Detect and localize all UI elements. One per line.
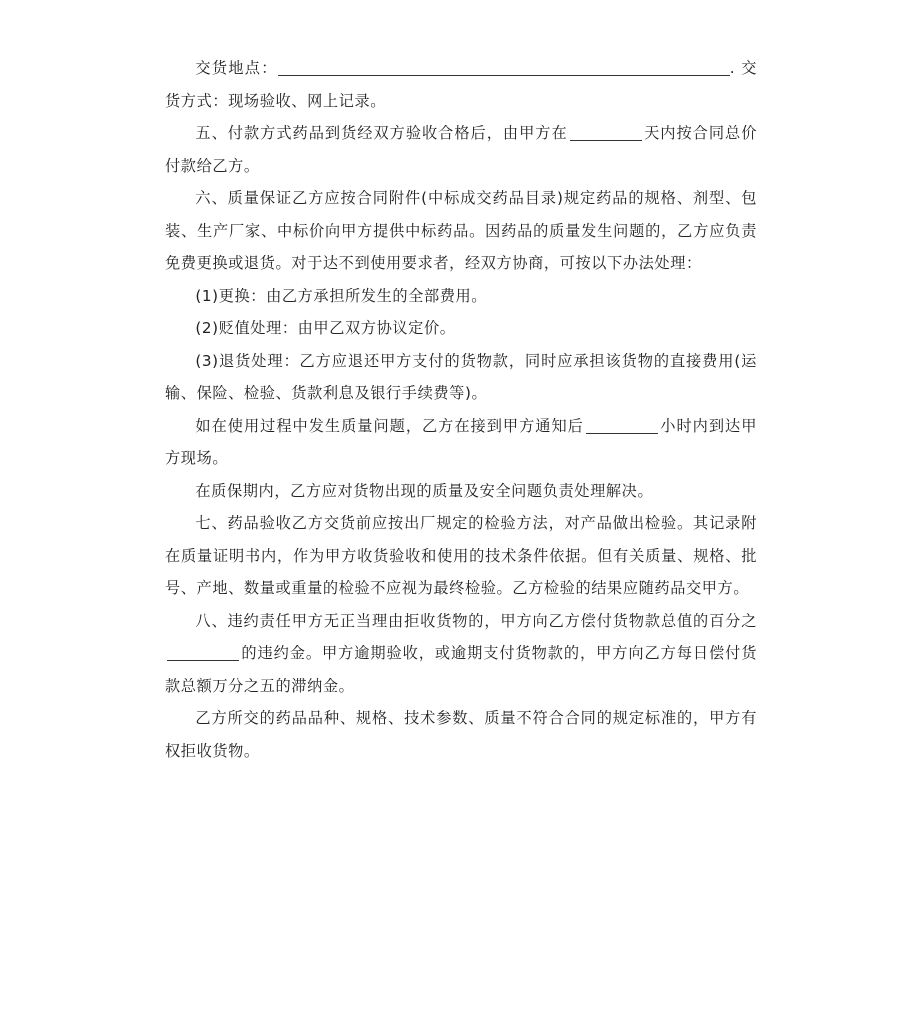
blank-line: [278, 57, 730, 76]
paragraph-quality-issue: [165, 410, 757, 475]
paragraph-delivery-location: [165, 52, 757, 117]
paragraph-return: (3)退货处理：乙方应退还甲方支付的货物款，同时应承担该货物的直接费用(运输、保险、检验、货款利息及银行手续费等)。: [165, 351, 757, 402]
liability-text-end: 的违约金。甲方逾期验收，或逾期支付货物款的，甲方向乙方每日偿付货款总额万分之五的滞纳金。: [165, 644, 757, 695]
blank-line: [570, 122, 642, 141]
paragraph-quality-guarantee: 六、质量保证乙方应按合同附件(中标成交药品目录)规定药品的规格、剂型、包装、生产厂家、中标价向甲方提供中标药品。因药品的质量发生问题的，乙方应负责免费更换或退货。对于达不到使用要求者，经双方协商，可按以下办法处理：: [165, 189, 757, 272]
blank-line: [167, 642, 239, 661]
quality-issue-text-start: 如在使用过程中发生质量问题，乙方在接到甲方通知后: [195, 416, 584, 435]
payment-text-start: 五、付款方式药品到货经双方验收合格后，由甲方在: [195, 124, 568, 142]
blank-line: [586, 415, 658, 434]
paragraph-inspection: 七、药品验收乙方交货前应按出厂规定的检验方法，对产品做出检验。其记录附在质量证明书内，作为甲方收货验收和使用的技术条件依据。但有关质量、规格、批号、产地、数量或重量的检验不应视为最终检验。乙方检验的结果应随药品交甲方。: [165, 514, 757, 597]
liability-text-start: 八、违约责任甲方无正当理由拒收货物的，甲方向乙方偿付货物款总值的百分之: [195, 611, 757, 630]
document-body: [165, 52, 757, 767]
quality-issue-text-end: 小时内到达甲方现场。: [165, 416, 757, 467]
paragraph-replacement: (1)更换：由乙方承担所发生的全部费用。: [195, 286, 488, 305]
paragraph-payment: [165, 117, 757, 182]
paragraph-rejection-right: 乙方所交的药品品种、规格、技术参数、质量不符合合同的规定标准的，甲方有权拒收货物。: [165, 709, 757, 760]
delivery-location-label: 交货地点：: [195, 59, 278, 77]
delivery-method-text: . 交货方式：现场验收、网上记录。: [165, 59, 757, 110]
paragraph-warranty-period: 在质保期内，乙方应对货物出现的质量及安全问题负责处理解决。: [195, 481, 654, 500]
paragraph-depreciation: (2)贬值处理：由甲乙双方协议定价。: [195, 319, 456, 337]
payment-text-end: 天内按合同总价付款给乙方。: [165, 124, 757, 175]
paragraph-liability: [165, 605, 757, 703]
